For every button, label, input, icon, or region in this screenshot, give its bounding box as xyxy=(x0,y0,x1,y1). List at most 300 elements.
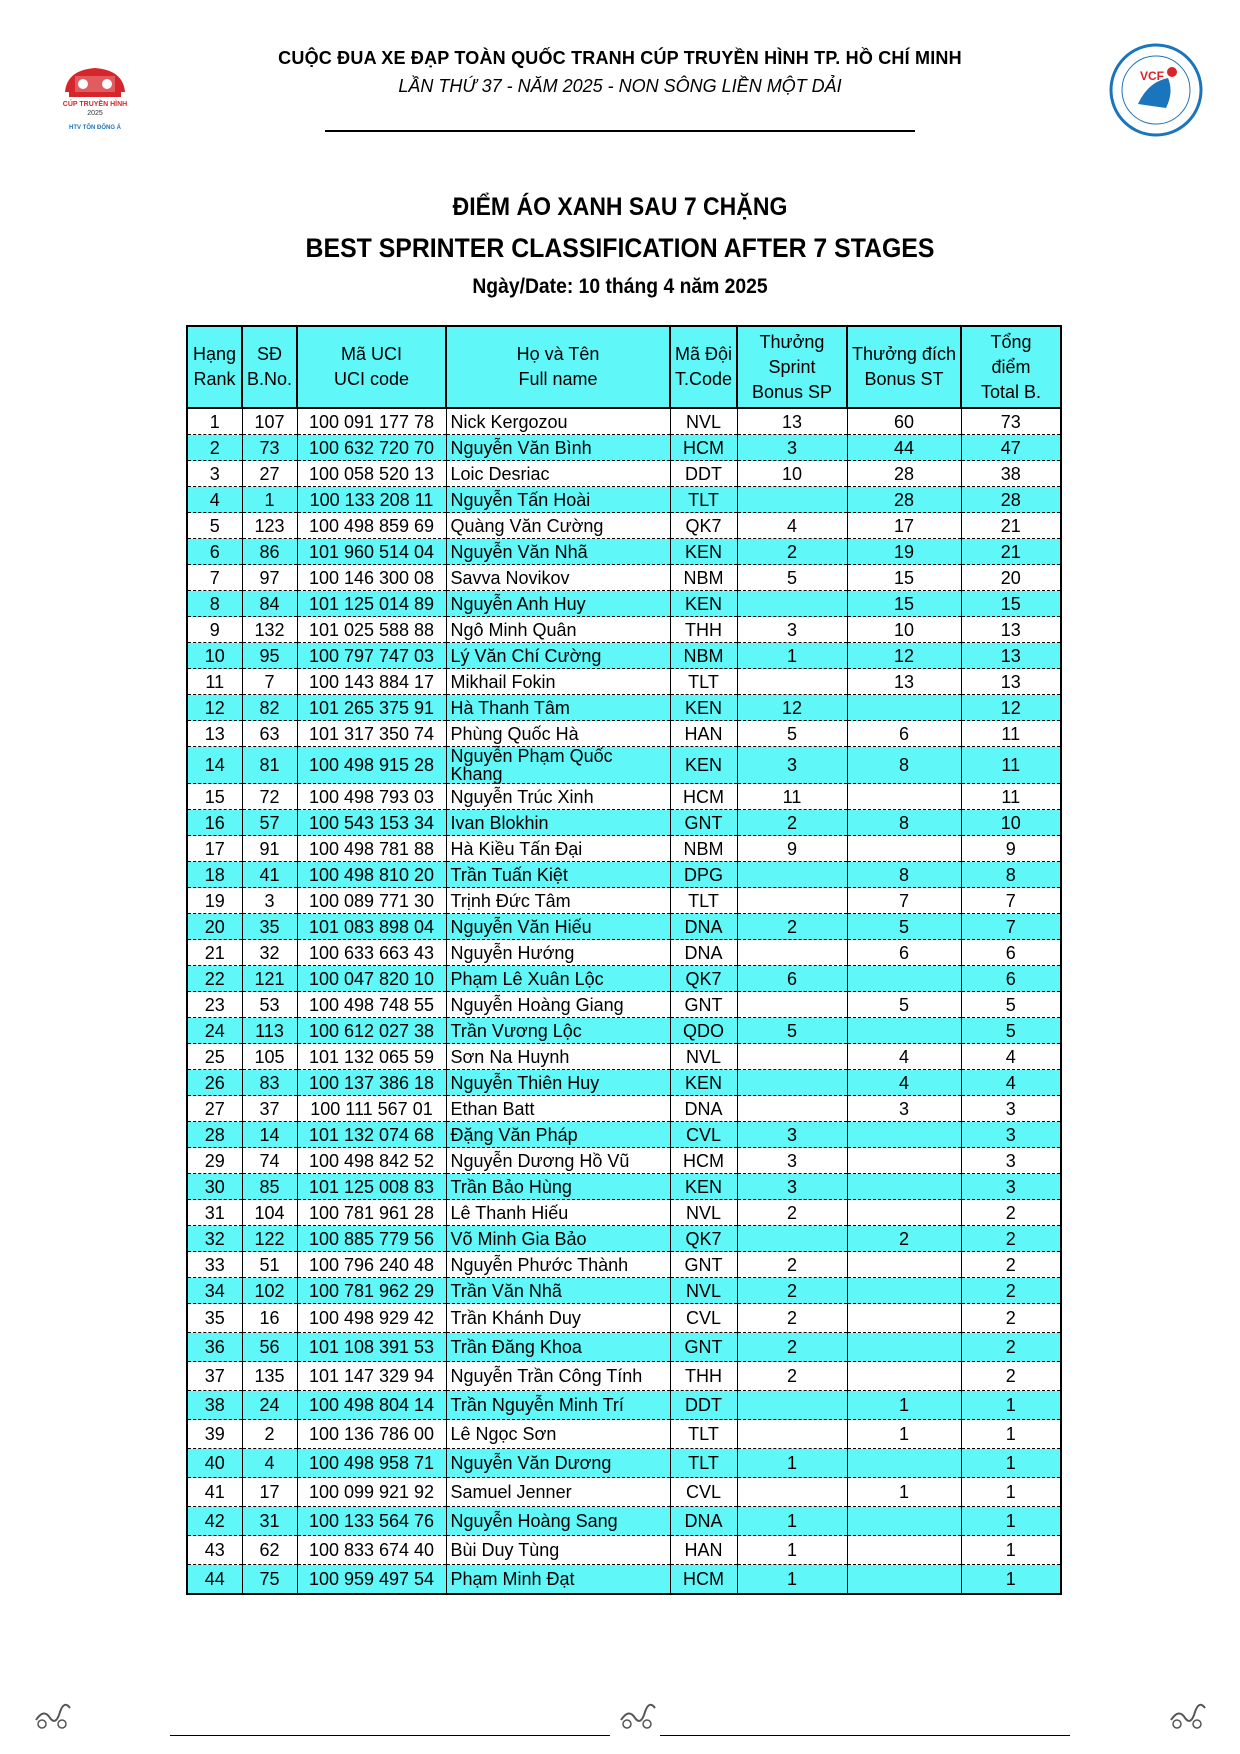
rank-cell: 19 xyxy=(187,888,242,914)
uci-code-cell: 101 108 391 53 xyxy=(297,1333,446,1362)
table-row xyxy=(187,1391,1061,1420)
sprint-bonus-cell: 1 xyxy=(737,643,847,669)
sprint-bonus-cell: 2 xyxy=(737,1333,847,1362)
table-row xyxy=(187,1096,1061,1122)
sprint-bonus-cell: 2 xyxy=(737,914,847,940)
table-row xyxy=(187,1174,1061,1200)
sprint-bonus-cell: 5 xyxy=(737,721,847,747)
sprint-bonus-cell: 3 xyxy=(737,1122,847,1148)
table-row xyxy=(187,435,1061,461)
finish-bonus-cell: 60 xyxy=(847,408,961,435)
vcf-logo xyxy=(1108,42,1204,138)
bib-cell: 2 xyxy=(242,1420,297,1449)
finish-bonus-cell: 28 xyxy=(847,487,961,513)
table-row xyxy=(187,1536,1061,1565)
rider-name-cell: Savva Novikov xyxy=(446,565,670,591)
uci-code-cell: 100 111 567 01 xyxy=(297,1096,446,1122)
sprint-bonus-cell: 3 xyxy=(737,435,847,461)
finish-bonus-cell xyxy=(847,1200,961,1226)
team-code-cell: HCM xyxy=(670,435,737,461)
rider-name-cell: Lý Văn Chí Cường xyxy=(446,643,670,669)
total-bonus-cell: 1 xyxy=(961,1449,1061,1478)
bib-cell: 7 xyxy=(242,669,297,695)
sprint-bonus-cell: 6 xyxy=(737,966,847,992)
rank-cell: 7 xyxy=(187,565,242,591)
rank-cell: 34 xyxy=(187,1278,242,1304)
uci-code-cell: 100 498 915 28 xyxy=(297,747,446,784)
table-row xyxy=(187,992,1061,1018)
finish-bonus-cell: 5 xyxy=(847,992,961,1018)
table-row xyxy=(187,1070,1061,1096)
team-code-cell: HAN xyxy=(670,1536,737,1565)
tour-logo xyxy=(55,62,135,138)
rider-name-cell: Nguyễn Thiên Huy xyxy=(446,1070,670,1096)
team-code-cell: DNA xyxy=(670,914,737,940)
rider-name-cell: Trần Khánh Duy xyxy=(446,1304,670,1333)
rider-name-cell: Nguyễn Trúc Xinh xyxy=(446,784,670,810)
finish-bonus-cell: 17 xyxy=(847,513,961,539)
rank-cell: 36 xyxy=(187,1333,242,1362)
rank-cell: 39 xyxy=(187,1420,242,1449)
finish-bonus-cell: 10 xyxy=(847,617,961,643)
sprint-bonus-cell: 5 xyxy=(737,565,847,591)
rider-name-cell: Nguyễn Hướng xyxy=(446,940,670,966)
finish-bonus-cell xyxy=(847,695,961,721)
uci-code-cell: 100 091 177 78 xyxy=(297,408,446,435)
bib-cell: 91 xyxy=(242,836,297,862)
team-code-cell: NBM xyxy=(670,836,737,862)
team-code-cell: GNT xyxy=(670,992,737,1018)
total-bonus-cell: 5 xyxy=(961,1018,1061,1044)
table-row xyxy=(187,1507,1061,1536)
classification-title-vi: ĐIỂM ÁO XANH SAU 7 CHẶNG xyxy=(452,193,788,221)
finish-bonus-cell: 7 xyxy=(847,888,961,914)
uci-code-cell: 100 498 793 03 xyxy=(297,784,446,810)
uci-code-cell: 100 959 497 54 xyxy=(297,1565,446,1595)
total-bonus-cell: 20 xyxy=(961,565,1061,591)
uci-code-cell: 100 781 962 29 xyxy=(297,1278,446,1304)
rank-cell: 32 xyxy=(187,1226,242,1252)
finish-bonus-cell xyxy=(847,1018,961,1044)
classification-date: Ngày/Date: 10 tháng 4 năm 2025 xyxy=(472,275,768,298)
sprint-bonus-cell: 13 xyxy=(737,408,847,435)
col-rank: Hạng Rank xyxy=(187,326,242,408)
total-bonus-cell: 11 xyxy=(961,721,1061,747)
team-code-cell: NVL xyxy=(670,1278,737,1304)
uci-code-cell: 101 125 008 83 xyxy=(297,1174,446,1200)
uci-code-cell: 100 047 820 10 xyxy=(297,966,446,992)
team-code-cell: GNT xyxy=(670,810,737,836)
sponsor-logos: HTV TÔN ĐÔNG Á xyxy=(69,125,121,131)
tour-logo-year: 2025 xyxy=(87,110,103,117)
table-row xyxy=(187,721,1061,747)
bib-cell: 35 xyxy=(242,914,297,940)
tour-logo-text: CÚP TRUYỀN HÌNH xyxy=(62,101,128,108)
bib-cell: 84 xyxy=(242,591,297,617)
rider-name-cell: Loic Desriac xyxy=(446,461,670,487)
total-bonus-cell: 13 xyxy=(961,643,1061,669)
team-code-cell: QK7 xyxy=(670,966,737,992)
table-row xyxy=(187,617,1061,643)
col-bib: SĐ B.No. xyxy=(242,326,297,408)
rider-name-cell: Sơn Na Huynh xyxy=(446,1044,670,1070)
team-code-cell: TLT xyxy=(670,888,737,914)
bib-cell: 82 xyxy=(242,695,297,721)
bib-cell: 62 xyxy=(242,1536,297,1565)
uci-code-cell: 100 633 663 43 xyxy=(297,940,446,966)
table-row xyxy=(187,966,1061,992)
bib-cell: 104 xyxy=(242,1200,297,1226)
bib-cell: 41 xyxy=(242,862,297,888)
sprint-bonus-cell xyxy=(737,1096,847,1122)
rider-name-cell: Phùng Quốc Hà xyxy=(446,721,670,747)
rider-name-cell: Bùi Duy Tùng xyxy=(446,1536,670,1565)
sprint-bonus-cell: 1 xyxy=(737,1449,847,1478)
bib-cell: 72 xyxy=(242,784,297,810)
finish-bonus-cell xyxy=(847,1252,961,1278)
bib-cell: 107 xyxy=(242,408,297,435)
table-row xyxy=(187,487,1061,513)
total-bonus-cell: 21 xyxy=(961,539,1061,565)
table-row xyxy=(187,565,1061,591)
team-code-cell: NVL xyxy=(670,408,737,435)
table-row xyxy=(187,461,1061,487)
total-bonus-cell: 11 xyxy=(961,784,1061,810)
rider-name-cell: Hà Thanh Tâm xyxy=(446,695,670,721)
uci-code-cell: 100 498 781 88 xyxy=(297,836,446,862)
total-bonus-cell: 1 xyxy=(961,1565,1061,1595)
rank-cell: 10 xyxy=(187,643,242,669)
bib-cell: 53 xyxy=(242,992,297,1018)
classification-title-en: BEST SPRINTER CLASSIFICATION AFTER 7 STAGES xyxy=(305,233,935,263)
finish-bonus-cell xyxy=(847,784,961,810)
uci-code-cell: 100 797 747 03 xyxy=(297,643,446,669)
team-code-cell: DDT xyxy=(670,461,737,487)
total-bonus-cell: 6 xyxy=(961,966,1061,992)
finish-bonus-cell: 8 xyxy=(847,810,961,836)
table-row xyxy=(187,1252,1061,1278)
table-row xyxy=(187,1333,1061,1362)
sprint-bonus-cell xyxy=(737,591,847,617)
finish-bonus-cell: 4 xyxy=(847,1070,961,1096)
table-row xyxy=(187,747,1061,784)
sprint-bonus-cell xyxy=(737,1226,847,1252)
vcf-logo-text: VCF xyxy=(1140,69,1164,83)
total-bonus-cell: 2 xyxy=(961,1362,1061,1391)
finish-bonus-cell: 1 xyxy=(847,1391,961,1420)
bib-cell: 95 xyxy=(242,643,297,669)
table-row xyxy=(187,1449,1061,1478)
sprint-bonus-cell: 4 xyxy=(737,513,847,539)
table-row xyxy=(187,591,1061,617)
total-bonus-cell: 12 xyxy=(961,695,1061,721)
table-row xyxy=(187,810,1061,836)
finish-bonus-cell: 6 xyxy=(847,940,961,966)
total-bonus-cell: 38 xyxy=(961,461,1061,487)
finish-bonus-cell: 12 xyxy=(847,643,961,669)
uci-code-cell: 100 612 027 38 xyxy=(297,1018,446,1044)
rider-name-cell: Nguyễn Văn Dương xyxy=(446,1449,670,1478)
team-code-cell: CVL xyxy=(670,1478,737,1507)
sprint-bonus-cell: 12 xyxy=(737,695,847,721)
rank-cell: 25 xyxy=(187,1044,242,1070)
uci-code-cell: 100 089 771 30 xyxy=(297,888,446,914)
finish-bonus-cell xyxy=(847,1507,961,1536)
finish-bonus-cell: 15 xyxy=(847,565,961,591)
rider-name-cell: Lê Thanh Hiếu xyxy=(446,1200,670,1226)
table-row xyxy=(187,836,1061,862)
team-code-cell: KEN xyxy=(670,591,737,617)
total-bonus-cell: 2 xyxy=(961,1252,1061,1278)
total-bonus-cell: 3 xyxy=(961,1174,1061,1200)
uci-code-cell: 100 498 859 69 xyxy=(297,513,446,539)
bib-cell: 31 xyxy=(242,1507,297,1536)
table-header-row xyxy=(187,326,1061,408)
rank-cell: 40 xyxy=(187,1449,242,1478)
sprint-bonus-cell: 10 xyxy=(737,461,847,487)
sprint-bonus-cell xyxy=(737,1478,847,1507)
total-bonus-cell: 1 xyxy=(961,1391,1061,1420)
event-subtitle: LẦN THỨ 37 - NĂM 2025 - NON SÔNG LIỀN MỘT DẢI xyxy=(398,76,842,96)
team-code-cell: TLT xyxy=(670,1449,737,1478)
uci-code-cell: 100 885 779 56 xyxy=(297,1226,446,1252)
table-row xyxy=(187,669,1061,695)
cyclist-scribble-icon xyxy=(615,1690,659,1734)
table-row xyxy=(187,695,1061,721)
total-bonus-cell: 7 xyxy=(961,914,1061,940)
bib-cell: 56 xyxy=(242,1333,297,1362)
total-bonus-cell: 15 xyxy=(961,591,1061,617)
finish-bonus-cell xyxy=(847,1304,961,1333)
bib-cell: 83 xyxy=(242,1070,297,1096)
total-bonus-cell: 2 xyxy=(961,1278,1061,1304)
team-code-cell: DPG xyxy=(670,862,737,888)
bib-cell: 57 xyxy=(242,810,297,836)
rider-name-cell: Quàng Văn Cường xyxy=(446,513,670,539)
rank-cell: 1 xyxy=(187,408,242,435)
rider-name-cell: Ethan Batt xyxy=(446,1096,670,1122)
footer-divider-left xyxy=(170,1735,610,1736)
finish-bonus-cell: 15 xyxy=(847,591,961,617)
bib-cell: 123 xyxy=(242,513,297,539)
rank-cell: 24 xyxy=(187,1018,242,1044)
header-divider xyxy=(325,130,915,132)
total-bonus-cell: 21 xyxy=(961,513,1061,539)
total-bonus-cell: 8 xyxy=(961,862,1061,888)
table-row xyxy=(187,1362,1061,1391)
rank-cell: 44 xyxy=(187,1565,242,1595)
rider-name-cell: Nguyễn Tấn Hoài xyxy=(446,487,670,513)
event-title: CUỘC ĐUA XE ĐẠP TOÀN QUỐC TRANH CÚP TRUYỀN HÌNH TP. HỒ CHÍ MINH xyxy=(278,48,962,68)
col-uci: Mã UCI UCI code xyxy=(297,326,446,408)
sprint-bonus-cell xyxy=(737,940,847,966)
team-code-cell: KEN xyxy=(670,1070,737,1096)
rank-cell: 4 xyxy=(187,487,242,513)
table-row xyxy=(187,1044,1061,1070)
finish-bonus-cell xyxy=(847,1148,961,1174)
uci-code-cell: 100 796 240 48 xyxy=(297,1252,446,1278)
team-code-cell: DNA xyxy=(670,940,737,966)
rank-cell: 8 xyxy=(187,591,242,617)
bib-cell: 24 xyxy=(242,1391,297,1420)
sprint-bonus-cell: 2 xyxy=(737,1252,847,1278)
total-bonus-cell: 2 xyxy=(961,1304,1061,1333)
rider-name-cell: Nguyễn Phạm Quốc Khang xyxy=(446,747,670,784)
rank-cell: 43 xyxy=(187,1536,242,1565)
rank-cell: 33 xyxy=(187,1252,242,1278)
finish-bonus-cell: 1 xyxy=(847,1478,961,1507)
cyclist-scribble-icon xyxy=(1165,1690,1209,1734)
uci-code-cell: 100 133 208 11 xyxy=(297,487,446,513)
uci-code-cell: 100 498 804 14 xyxy=(297,1391,446,1420)
rank-cell: 15 xyxy=(187,784,242,810)
col-sprint-bonus: Thưởng Sprint Bonus SP xyxy=(737,326,847,408)
finish-bonus-cell: 5 xyxy=(847,914,961,940)
rank-cell: 37 xyxy=(187,1362,242,1391)
uci-code-cell: 100 058 520 13 xyxy=(297,461,446,487)
table-row xyxy=(187,888,1061,914)
rank-cell: 13 xyxy=(187,721,242,747)
uci-code-cell: 101 132 074 68 xyxy=(297,1122,446,1148)
rider-name-cell: Lê Ngọc Sơn xyxy=(446,1420,670,1449)
finish-bonus-cell xyxy=(847,1174,961,1200)
uci-code-cell: 101 317 350 74 xyxy=(297,721,446,747)
sprint-bonus-cell xyxy=(737,1070,847,1096)
uci-code-cell: 100 498 748 55 xyxy=(297,992,446,1018)
sprint-bonus-cell xyxy=(737,669,847,695)
bib-cell: 81 xyxy=(242,747,297,784)
rank-cell: 16 xyxy=(187,810,242,836)
rank-cell: 31 xyxy=(187,1200,242,1226)
rider-name-cell: Trần Đăng Khoa xyxy=(446,1333,670,1362)
sprint-bonus-cell: 11 xyxy=(737,784,847,810)
table-row xyxy=(187,1122,1061,1148)
uci-code-cell: 100 498 929 42 xyxy=(297,1304,446,1333)
total-bonus-cell: 73 xyxy=(961,408,1061,435)
bib-cell: 51 xyxy=(242,1252,297,1278)
sprint-bonus-cell: 2 xyxy=(737,810,847,836)
uci-code-cell: 100 137 386 18 xyxy=(297,1070,446,1096)
bib-cell: 85 xyxy=(242,1174,297,1200)
rank-cell: 30 xyxy=(187,1174,242,1200)
rank-cell: 42 xyxy=(187,1507,242,1536)
finish-bonus-cell xyxy=(847,836,961,862)
uci-code-cell: 100 632 720 70 xyxy=(297,435,446,461)
bib-cell: 3 xyxy=(242,888,297,914)
team-code-cell: QK7 xyxy=(670,1226,737,1252)
total-bonus-cell: 47 xyxy=(961,435,1061,461)
total-bonus-cell: 3 xyxy=(961,1148,1061,1174)
team-code-cell: HCM xyxy=(670,1565,737,1595)
sprint-bonus-cell xyxy=(737,862,847,888)
total-bonus-cell: 2 xyxy=(961,1333,1061,1362)
rider-name-cell: Hà Kiều Tấn Đại xyxy=(446,836,670,862)
sprint-bonus-cell: 2 xyxy=(737,539,847,565)
sprint-bonus-cell: 2 xyxy=(737,1362,847,1391)
bib-cell: 97 xyxy=(242,565,297,591)
rider-name-cell: Nguyễn Hoàng Giang xyxy=(446,992,670,1018)
bib-cell: 102 xyxy=(242,1278,297,1304)
rider-name-cell: Nick Kergozou xyxy=(446,408,670,435)
team-code-cell: CVL xyxy=(670,1304,737,1333)
table-row xyxy=(187,643,1061,669)
team-code-cell: QK7 xyxy=(670,513,737,539)
team-code-cell: DNA xyxy=(670,1096,737,1122)
bib-cell: 105 xyxy=(242,1044,297,1070)
team-code-cell: DDT xyxy=(670,1391,737,1420)
rank-cell: 35 xyxy=(187,1304,242,1333)
rank-cell: 17 xyxy=(187,836,242,862)
bib-cell: 121 xyxy=(242,966,297,992)
rank-cell: 38 xyxy=(187,1391,242,1420)
total-bonus-cell: 1 xyxy=(961,1420,1061,1449)
uci-code-cell: 101 147 329 94 xyxy=(297,1362,446,1391)
sprint-bonus-cell xyxy=(737,487,847,513)
total-bonus-cell: 3 xyxy=(961,1096,1061,1122)
table-row xyxy=(187,784,1061,810)
total-bonus-cell: 28 xyxy=(961,487,1061,513)
total-bonus-cell: 2 xyxy=(961,1200,1061,1226)
finish-bonus-cell xyxy=(847,1536,961,1565)
bib-cell: 4 xyxy=(242,1449,297,1478)
total-bonus-cell: 6 xyxy=(961,940,1061,966)
rider-name-cell: Nguyễn Văn Nhã xyxy=(446,539,670,565)
rider-name-cell: Nguyễn Văn Hiếu xyxy=(446,914,670,940)
uci-code-cell: 100 543 153 34 xyxy=(297,810,446,836)
rank-cell: 29 xyxy=(187,1148,242,1174)
rider-name-cell: Nguyễn Trần Công Tính xyxy=(446,1362,670,1391)
sprint-bonus-cell xyxy=(737,992,847,1018)
rank-cell: 12 xyxy=(187,695,242,721)
rank-cell: 21 xyxy=(187,940,242,966)
bib-cell: 27 xyxy=(242,461,297,487)
finish-bonus-cell xyxy=(847,1278,961,1304)
rider-name-cell: Nguyễn Văn Bình xyxy=(446,435,670,461)
sprinter-classification-table xyxy=(186,325,1062,1595)
rank-cell: 26 xyxy=(187,1070,242,1096)
table-row xyxy=(187,539,1061,565)
team-code-cell: DNA xyxy=(670,1507,737,1536)
finish-bonus-cell: 19 xyxy=(847,539,961,565)
rider-name-cell: Trần Nguyễn Minh Trí xyxy=(446,1391,670,1420)
rider-name-cell: Samuel Jenner xyxy=(446,1478,670,1507)
rider-name-cell: Trần Tuấn Kiệt xyxy=(446,862,670,888)
team-code-cell: NVL xyxy=(670,1044,737,1070)
sprint-bonus-cell xyxy=(737,888,847,914)
sprint-bonus-cell: 3 xyxy=(737,1174,847,1200)
sprint-bonus-cell: 2 xyxy=(737,1304,847,1333)
rider-name-cell: Ngô Minh Quân xyxy=(446,617,670,643)
bib-cell: 1 xyxy=(242,487,297,513)
rank-cell: 5 xyxy=(187,513,242,539)
table-row xyxy=(187,1018,1061,1044)
bib-cell: 16 xyxy=(242,1304,297,1333)
sprint-bonus-cell: 1 xyxy=(737,1536,847,1565)
rider-name-cell: Trần Văn Nhã xyxy=(446,1278,670,1304)
team-code-cell: TLT xyxy=(670,487,737,513)
uci-code-cell: 100 498 958 71 xyxy=(297,1449,446,1478)
sprint-bonus-cell: 3 xyxy=(737,747,847,784)
total-bonus-cell: 13 xyxy=(961,617,1061,643)
team-code-cell: KEN xyxy=(670,539,737,565)
rank-cell: 28 xyxy=(187,1122,242,1148)
sprint-bonus-cell xyxy=(737,1391,847,1420)
rank-cell: 11 xyxy=(187,669,242,695)
table-row xyxy=(187,1420,1061,1449)
uci-code-cell: 100 133 564 76 xyxy=(297,1507,446,1536)
finish-bonus-cell xyxy=(847,966,961,992)
bib-cell: 113 xyxy=(242,1018,297,1044)
